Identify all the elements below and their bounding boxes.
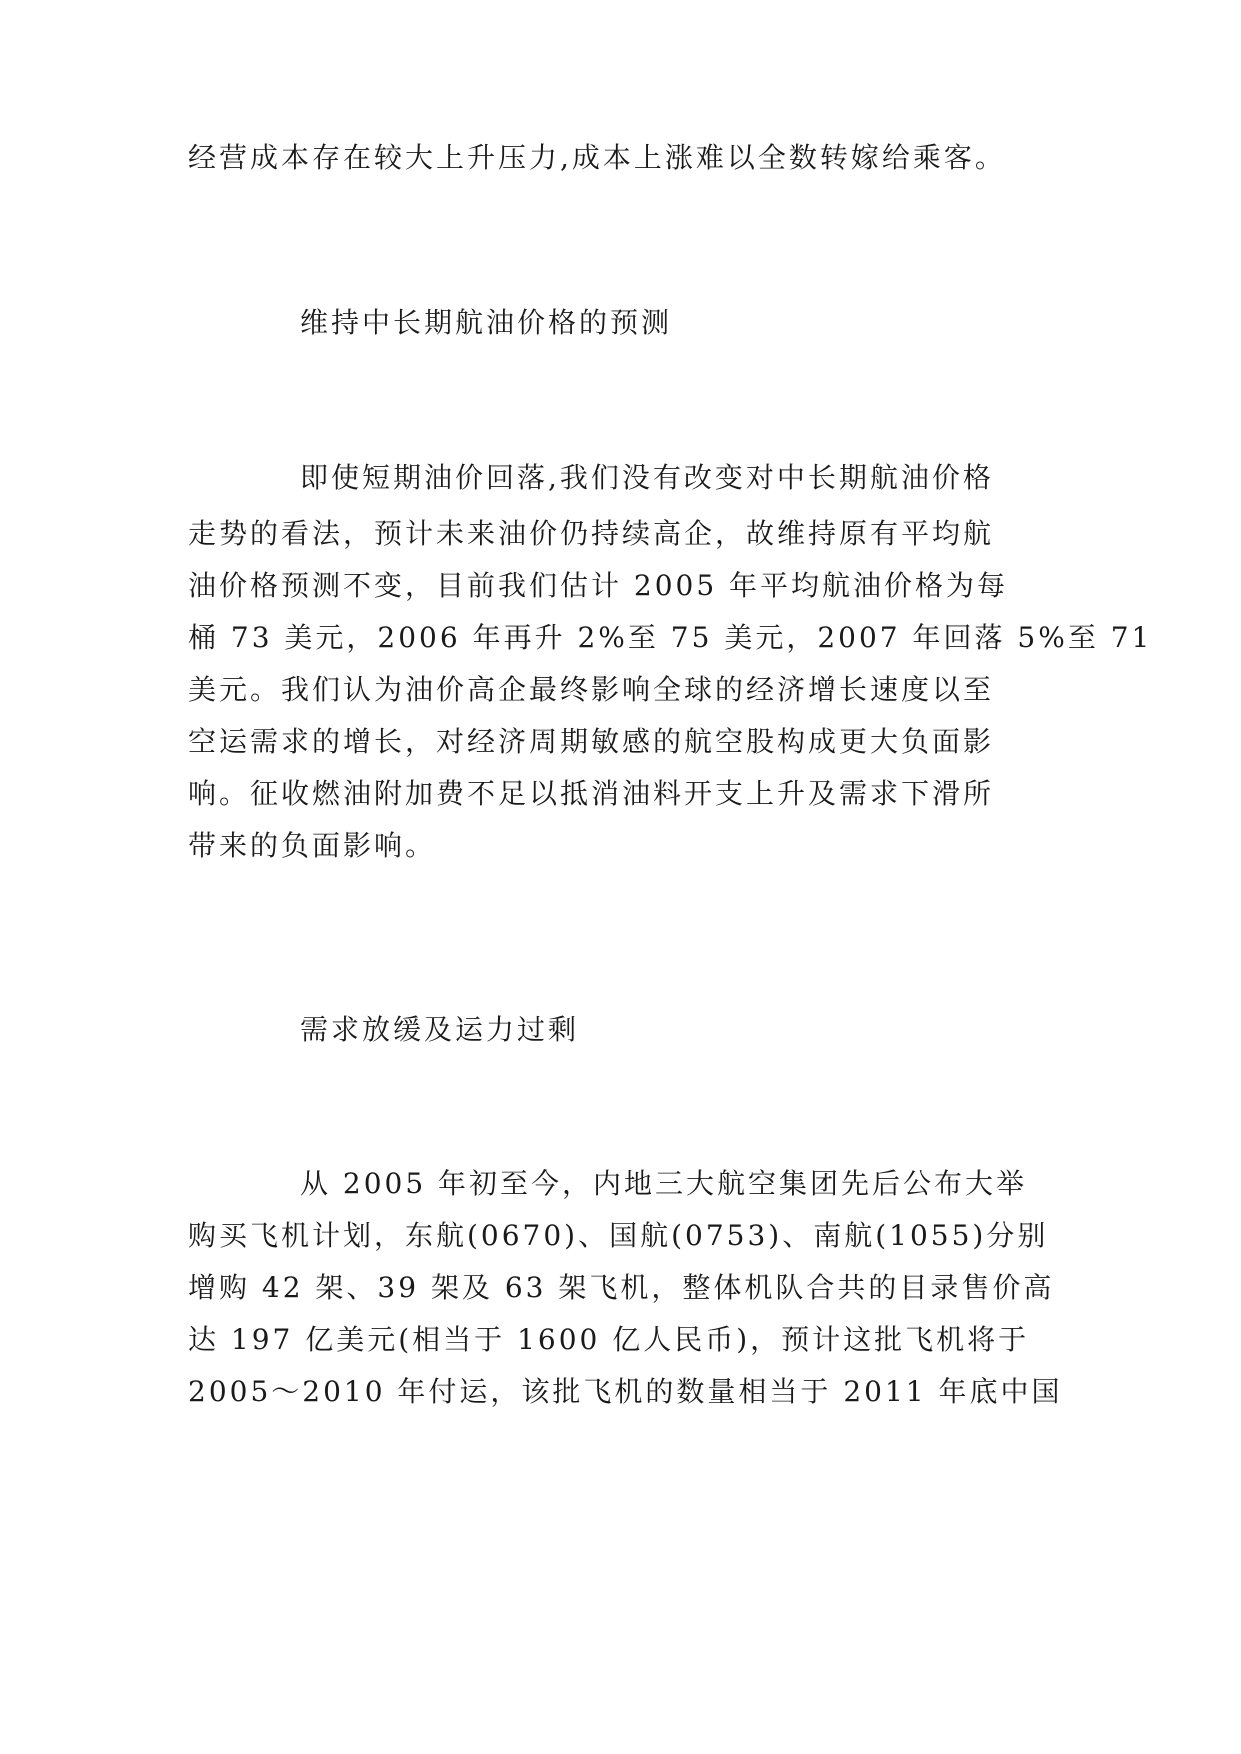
paragraph-line: 响。征收燃油附加费不足以抵消油料开支上升及需求下滑所 xyxy=(188,777,995,810)
paragraph-line: 桶 73 美元，2006 年再升 2%至 75 美元，2007 年回落 5%至 71 xyxy=(188,621,1153,654)
section-heading-oil-price: 维持中长期航油价格的预测 xyxy=(300,306,673,339)
paragraph-line: 购买飞机计划，东航(0670)、国航(0753)、南航(1055)分别 xyxy=(188,1219,1049,1252)
paragraph-line: 空运需求的增长，对经济周期敏感的航空股构成更大负面影 xyxy=(188,725,995,758)
paragraph-line: 增购 42 架、39 架及 63 架飞机，整体机队合共的目录售价高 xyxy=(188,1271,1055,1304)
paragraph-line: 走势的看法，预计未来油价仍持续高企，故维持原有平均航 xyxy=(188,517,995,550)
paragraph-line: 即使短期油价回落,我们没有改变对中长期航油价格 xyxy=(300,461,994,494)
paragraph-line: 美元。我们认为油价高企最终影响全球的经济增长速度以至 xyxy=(188,673,995,706)
carry-over-text: 经营成本存在较大上升压力,成本上涨难以全数转嫁给乘客。 xyxy=(188,141,1006,174)
section-heading-demand: 需求放缓及运力过剩 xyxy=(300,1013,580,1046)
paragraph-line: 带来的负面影响。 xyxy=(188,829,437,862)
paragraph-line: 从 2005 年初至今，内地三大航空集团先后公布大举 xyxy=(300,1167,1028,1200)
paragraph-line: 油价格预测不变，目前我们估计 2005 年平均航油价格为每 xyxy=(188,569,1009,602)
paragraph-line: 2005～2010 年付运，该批飞机的数量相当于 2011 年底中国 xyxy=(188,1375,1063,1408)
paragraph-line: 达 197 亿美元(相当于 1600 亿人民币)，预计这批飞机将于 xyxy=(188,1323,1030,1356)
